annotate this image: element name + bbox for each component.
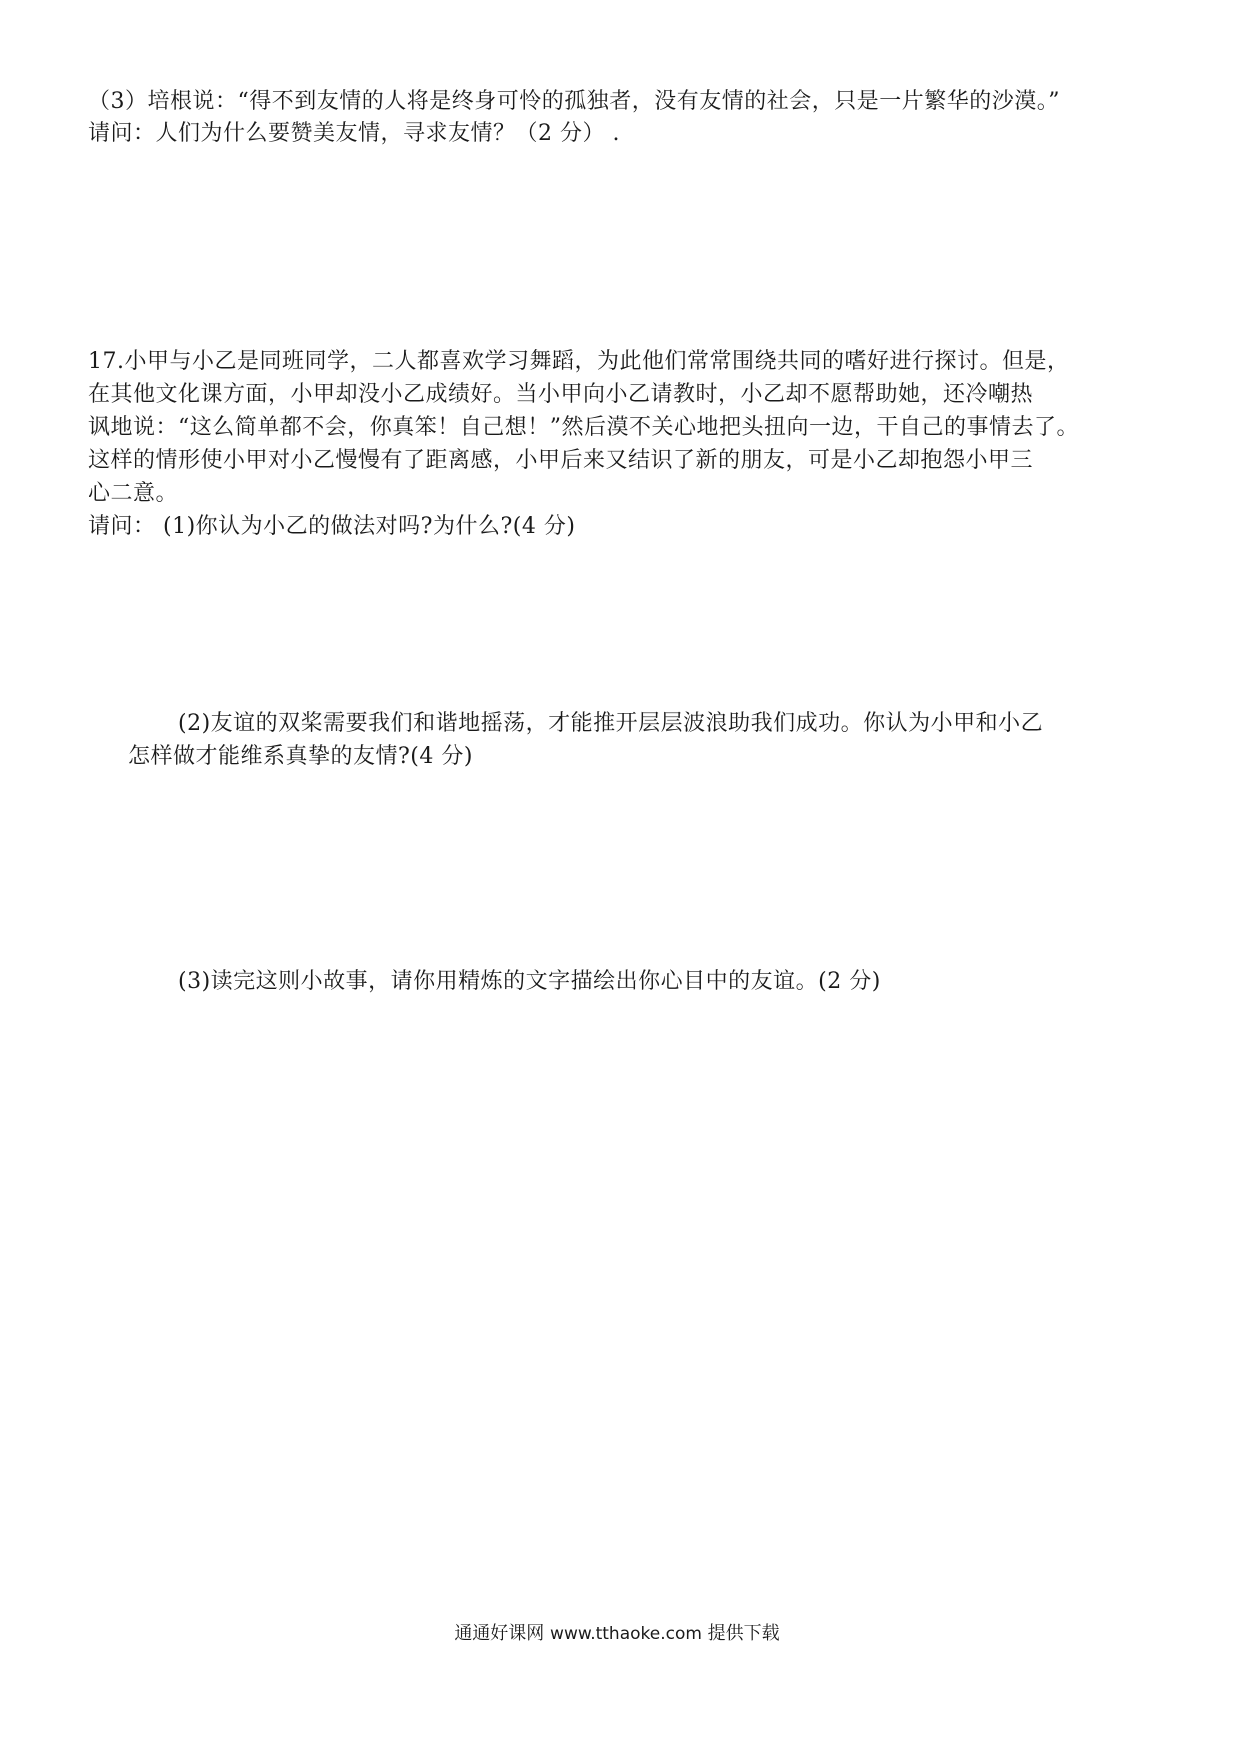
question-17-subquestion-2-line-1: (2)友谊的双桨需要我们和谐地摇荡，才能推开层层波浪助我们成功。你认为小甲和小乙	[178, 711, 1044, 736]
footer-suffix: 提供下载	[707, 1623, 780, 1644]
footer-site-name: 通通好课网	[454, 1623, 545, 1644]
question-17-subquestion-1: 请问： (1)你认为小乙的做法对吗?为什么?(4 分)	[88, 514, 576, 539]
question-17-paragraph-line-2: 在其他文化课方面，小甲却没小乙成绩好。当小甲向小乙请教时，小乙却不愿帮助她，还冷嘲热	[88, 382, 1034, 407]
page-footer	[0, 1621, 1234, 1647]
question-17-paragraph-line-3: 讽地说：“这么简单都不会，你真笨！自己想！”然后漠不关心地把头扭向一边，干自己的事情去了。	[88, 415, 1079, 440]
question-16-3-prompt: 请问：人们为什么要赞美友情，寻求友情？（2 分） .	[88, 121, 620, 146]
footer-url: www.tthaoke.com	[550, 1624, 702, 1644]
question-17-subquestion-3: (3)读完这则小故事，请你用精炼的文字描绘出你心目中的友谊。(2 分)	[178, 969, 881, 994]
question-17-paragraph-line-4: 这样的情形使小甲对小乙慢慢有了距离感，小甲后来又结识了新的朋友，可是小乙却抱怨小甲三	[88, 448, 1034, 473]
question-17-subquestion-2-line-2: 怎样做才能维系真挚的友情?(4 分)	[128, 744, 473, 769]
question-16-3-text: （3）培根说：“得不到友情的人将是终身可怜的孤独者，没有友情的社会，只是一片繁华的沙漠。”	[88, 89, 1060, 114]
question-17-paragraph-line-5: 心二意。	[88, 481, 179, 506]
question-17-paragraph-line-1: 17.小甲与小乙是同班同学，二人都喜欢学习舞蹈，为此他们常常围绕共同的嗜好进行探讨。但是，	[88, 349, 1070, 374]
